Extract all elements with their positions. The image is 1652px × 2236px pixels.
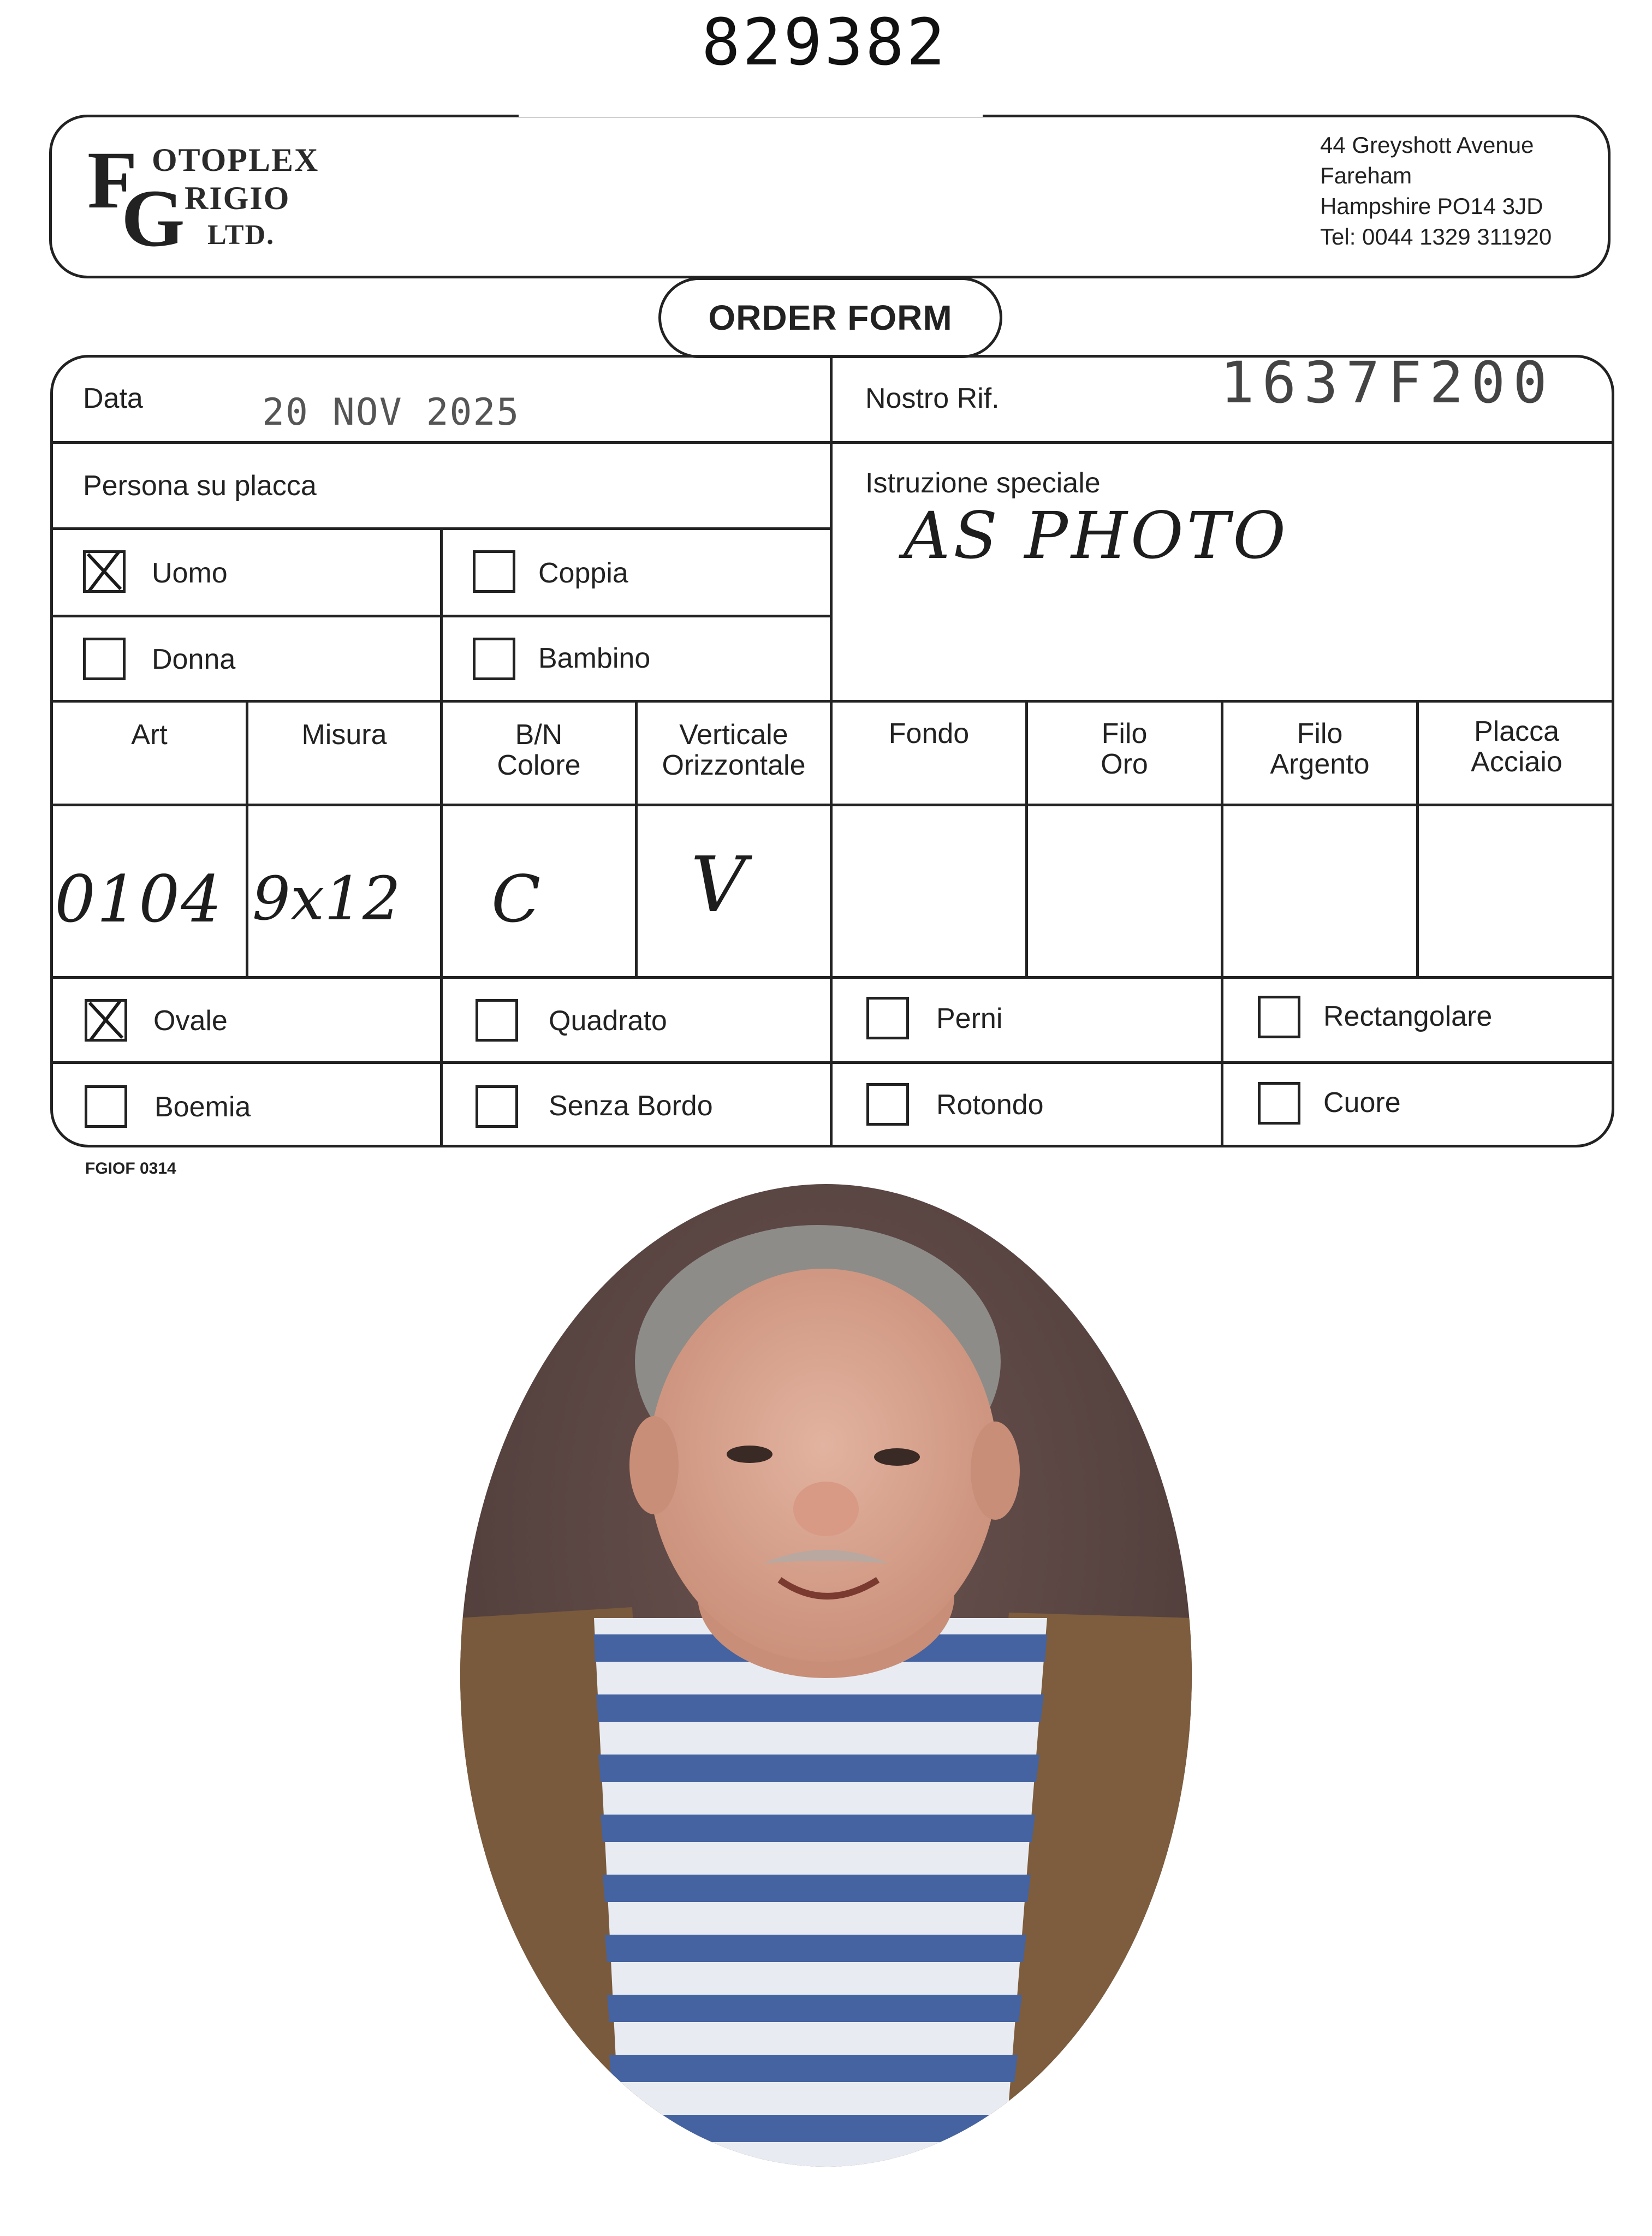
header-line: Verticale [679,719,788,751]
col-header-art: Art [131,719,168,751]
header-line: Orizzontale [662,750,806,781]
vert-orizz-entry: V [691,841,746,930]
option-label: Quadrato [549,1005,667,1037]
header-line: Colore [497,750,581,781]
option-label: Senza Bordo [549,1090,713,1122]
option-label: Coppia [538,557,628,589]
istruzione-handwriting: AS PHOTO [904,498,1289,573]
checkbox-uomo[interactable] [83,550,126,593]
option-label: Rotondo [936,1089,1044,1121]
portrait-image [457,1181,1195,2169]
company-address [1320,130,1593,252]
option-label: Rectangolare [1323,1001,1493,1032]
col-header-misura: Misura [301,719,387,751]
address-line: 44 Greyshott Avenue [1320,132,1534,158]
col-divider [830,355,833,1147]
checkbox-rectangolare[interactable] [1258,996,1300,1038]
checkbox-perni[interactable] [866,997,909,1039]
address-line: Tel: 0044 1329 311920 [1320,224,1552,249]
checkbox-ovale[interactable] [85,999,127,1042]
header-line: Argento [1270,748,1370,780]
logo-line-1: OTOPLEX [152,142,319,178]
address-line: Hampshire PO14 3JD [1320,193,1543,219]
order-number: 829382 [701,4,948,80]
header-line: Acciaio [1471,746,1562,778]
header-line: Placca [1473,716,1560,747]
header-line: B/N [515,719,563,751]
istruzione-label: Istruzione speciale [865,467,1101,499]
art-entry: 0104 [55,861,223,937]
checkbox-bambino[interactable] [473,638,515,680]
option-label: Boemia [154,1091,251,1123]
nostro-rif-label: Nostro Rif. [865,383,1000,414]
logo-line-2: RIGIO [185,180,290,216]
checkbox-cuore[interactable] [1258,1082,1300,1125]
portrait-photo [457,1181,1195,2169]
option-label: Ovale [153,1005,228,1037]
col-header-filo-oro [1028,718,1221,780]
header-line: Filo [1101,718,1148,750]
data-label: Data [83,383,143,414]
option-label: Donna [152,644,236,675]
checkbox-coppia[interactable] [473,550,515,593]
header-line: Filo [1297,718,1343,750]
checkbox-senza-bordo[interactable] [476,1085,518,1128]
header-line: Oro [1101,748,1148,780]
col-divider [440,527,443,702]
logo-initial-g: G [121,173,185,264]
col-header-vert-orizz [638,719,830,781]
address-line: Fareham [1320,163,1412,188]
check-x-icon [87,1002,124,1039]
checkbox-donna[interactable] [83,638,126,680]
logo-initial-f: F [87,135,138,225]
option-label: Perni [936,1003,1003,1034]
col-header-filo-argento [1223,718,1416,780]
misura-entry: 9x12 [252,864,401,933]
logo-line-3: LTD. [207,219,275,251]
col-header-bn-colore [443,719,635,781]
check-x-icon [86,553,123,590]
checkbox-boemia[interactable] [85,1085,127,1128]
option-label: Cuore [1323,1087,1401,1119]
company-logo [87,135,328,264]
option-label: Uomo [152,557,228,589]
date-stamp: 20 NOV 2025 [262,391,520,434]
checkbox-rotondo[interactable] [866,1083,909,1126]
header-gap [519,109,983,117]
form-code: FGIOF 0314 [85,1159,176,1178]
bn-colore-entry: C [491,861,541,937]
option-label: Bambino [538,643,651,674]
reference-stamp: 1637F200 [1220,349,1555,416]
col-header-fondo: Fondo [888,718,970,750]
persona-label: Persona su placca [83,470,317,502]
checkbox-quadrato[interactable] [476,999,518,1042]
col-header-placca-acciaio [1419,716,1614,777]
form-title: ORDER FORM [658,277,1002,358]
